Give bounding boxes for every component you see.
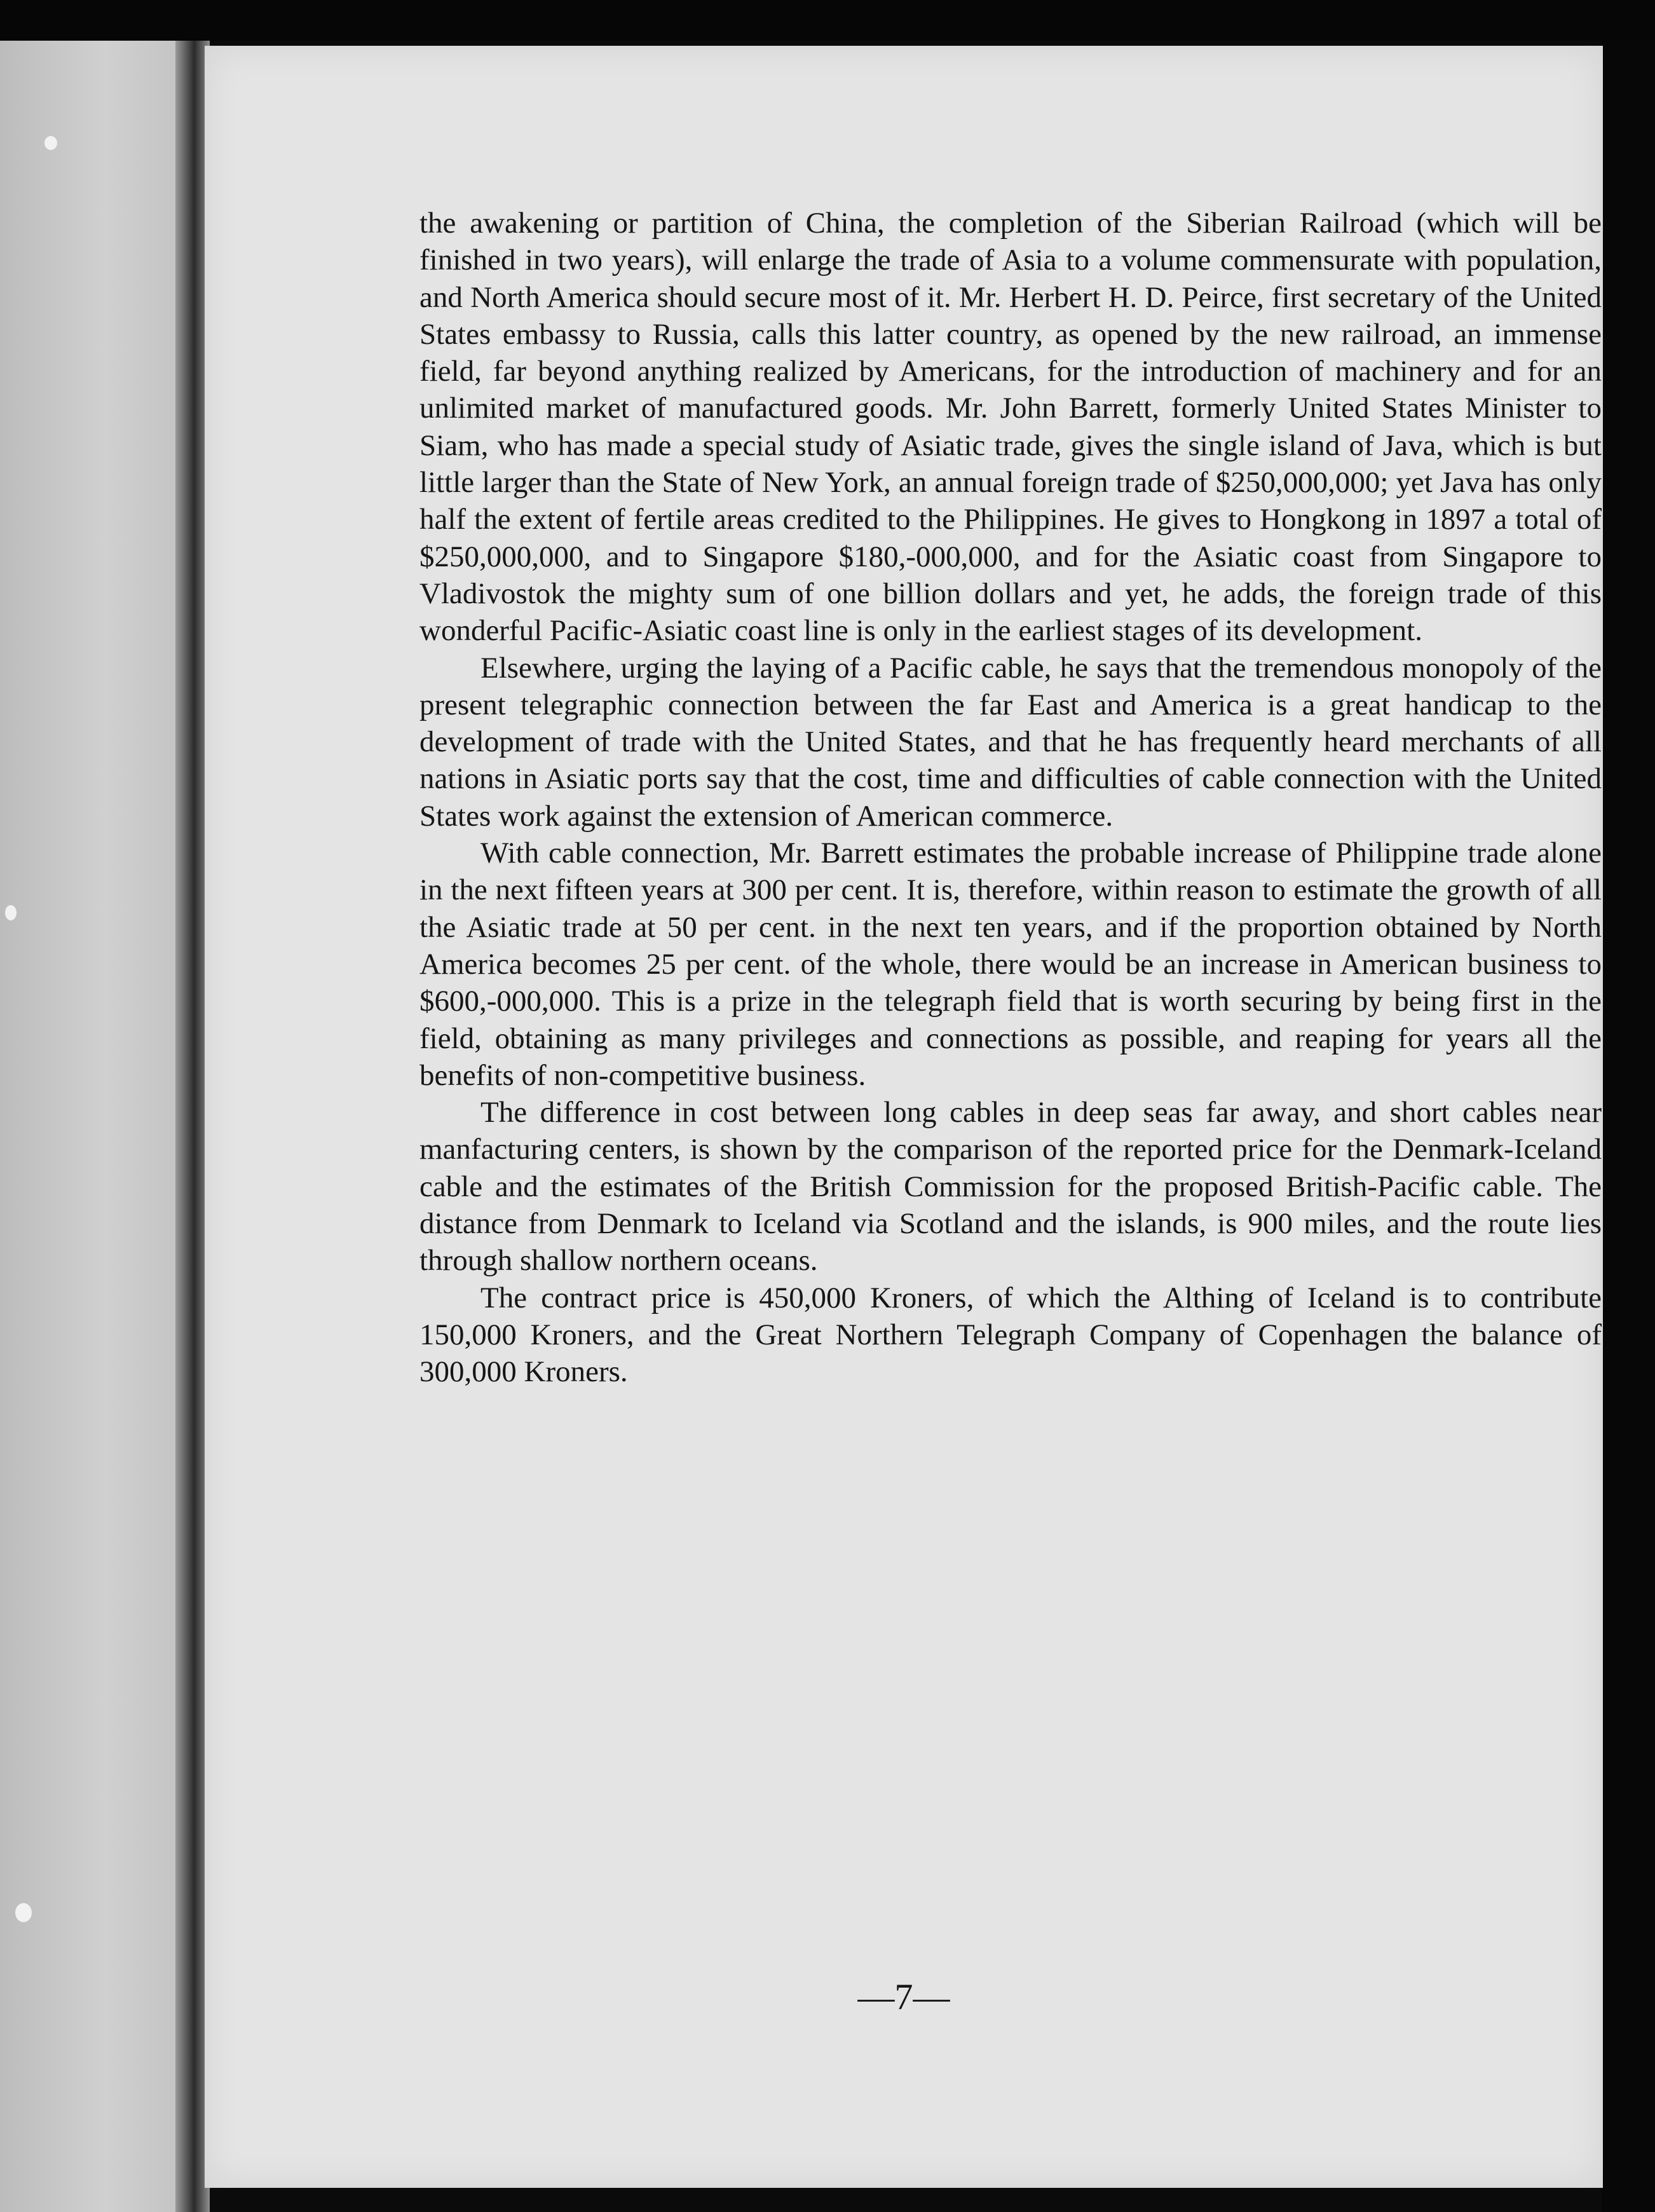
paragraph-2: Elsewhere, urging the laying of a Pacific cable, he says that the tremendous monopoly of the present telegraphic connection between the far East and America is a great handicap to the development of trade with the United States, and that he has frequently heard merchants of all nations in Asiatic ports say that the cost, time and difficulties of cable connection with the United States work against the extension of American commerce. bbox=[419, 651, 1602, 833]
paragraph-4: The difference in cost between long cables in deep seas far away, and short cables near manfacturing centers, is shown by the comparison of the reported price for the Denmark-Iceland cable and the estimates of the British Commission for the proposed British-Pacific cable. The distance from Denmark to Iceland via Scotland and the islands, is 900 miles, and the route lies through shallow northern oceans. bbox=[419, 1096, 1602, 1278]
page-number: —7— bbox=[857, 1976, 950, 2017]
paragraph-1: the awakening or partition of China, the completion of the Siberian Railroad (which will be finished in two years), will enlarge the trade of Asia to a volume commensurate with population, and North America should secure most of it. Mr. Herbert H. D. Peirce, first secretary of the United States embassy to Russia, calls this latter country, as opened by the new railroad, an immense field, far beyond anything realized by Americans, for the introduction of machinery and for an unlimited market of manufactured goods. Mr. John Barrett, formerly United States Minister to Siam, who has made a special study of Asiatic trade, gives the single island of Java, which is but little larger than the State of New York, an annual foreign trade of $250,000,000; yet Java has only half the extent of fertile areas credited to the Philippines. He gives to Hongkong in 1897 a total of $250,000,000, and to Singapore $180,-000,000, and for the Asiatic coast from Singapore to Vladivostok the mighty sum of one billion dollars and yet, he adds, the foreign trade of this wonderful Pacific-Asiatic coast line is only in the earliest stages of its development. bbox=[419, 207, 1602, 648]
paragraph-3: With cable connection, Mr. Barrett estimates the probable increase of Philippine trade alone in the next fifteen years at 300 per cent. It is, therefore, within reason to estimate the growth of all the Asiatic trade at 50 per cent. in the next ten years, and if the proportion obtained by North America becomes 25 per cent. of the whole, there would be an increase in American business to $600,-000,000. This is a prize in the telegraph field that is worth securing by being first in the field, obtaining as many privileges and connections as possible, and reaping for years all the benefits of non-competitive business. bbox=[419, 836, 1602, 1092]
book-page bbox=[205, 46, 1603, 2188]
scan-speck bbox=[44, 136, 57, 150]
facing-page-edge bbox=[0, 41, 191, 2212]
scan-top-border bbox=[0, 0, 1655, 41]
body-text bbox=[419, 205, 1602, 1391]
scan-speck bbox=[15, 1903, 32, 1922]
paragraph-5: The contract price is 450,000 Kroners, of which the Althing of Iceland is to contribute 150,000 Kroners, and the Great Northern Telegraph Company of Copenhagen the balance of 300,000 Kroners. bbox=[419, 1281, 1602, 1389]
scan-right-border bbox=[1602, 41, 1655, 2212]
scan-speck bbox=[5, 905, 17, 920]
